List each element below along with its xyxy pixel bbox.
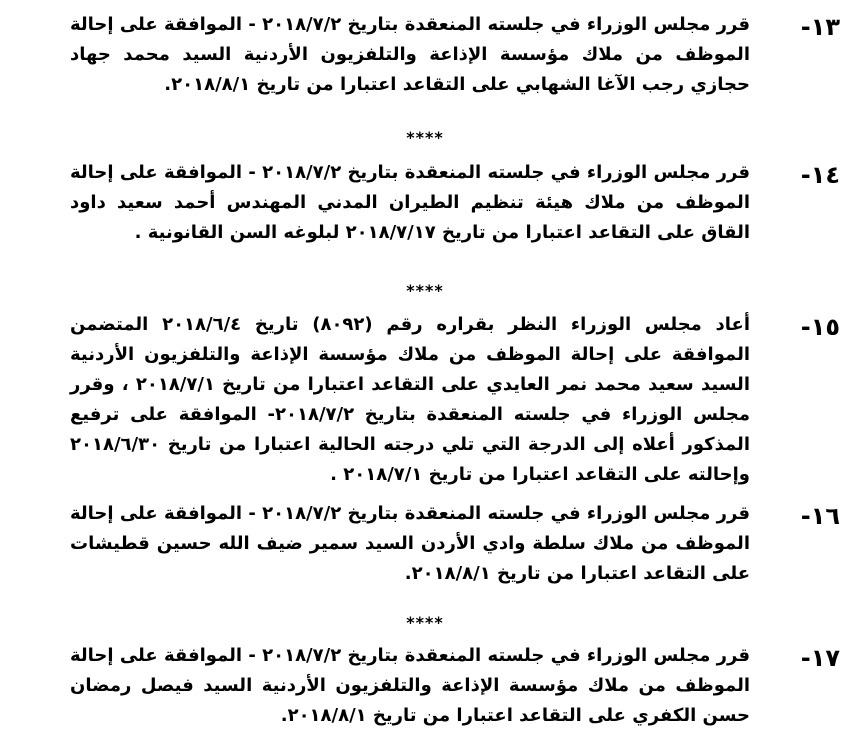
separator-stars: **** xyxy=(406,128,444,147)
item-text: قرر مجلس الوزراء في جلسته المنعقدة بتاريخ ٢٠١٨/٧/٢ - الموافقة على إحالة الموظف من ملاك هيئة تنظيم الطيران المدني المهندس أحمد سعيد داود القاق على التقاعد اعتبارا من تاريخ ٢٠١٨/٧/١٧ لبلوغه السن القانونية . xyxy=(70,162,750,243)
decision-item-16 xyxy=(0,499,850,599)
item-text: قرر مجلس الوزراء في جلسته المنعقدة بتاريخ ٢٠١٨/٧/٢ - الموافقة على إحالة الموظف من ملاك مؤسسة الإذاعة والتلفزيون الأردنية السيد فيصل رمضان حسن الكفري على التقاعد اعتبارا من تاريخ ٢٠١٨/٨/١. xyxy=(70,645,750,726)
item-text: أعاد مجلس الوزراء النظر بقراره رقم (٨٠٩٢) تاريخ ٢٠١٨/٦/٤ المتضمن الموافقة على إحالة الموظف من ملاك مؤسسة الإذاعة والتلفزيون الأردنية السيد سعيد محمد نمر العايدي على التقاعد اعتبارا من تاريخ ٢٠١٨/٧/١ ، وقرر مجلس الوزراء في جلسته المنعقدة بتاريخ ٢٠١٨/٧/٢- الموافقة على ترفيع المذكور أعلاه إلى الدرجة التي تلي درجته الحالية اعتبارا من تاريخ ٢٠١٨/٦/٣٠ وإحالته على التقاعد اعتبارا من تاريخ ٢٠١٨/٧/١ . xyxy=(70,314,750,485)
decision-item-14 xyxy=(0,158,850,258)
item-number: ١٥- xyxy=(800,313,840,341)
separator-stars: **** xyxy=(406,281,444,300)
item-text: قرر مجلس الوزراء في جلسته المنعقدة بتاريخ ٢٠١٨/٧/٢ - الموافقة على إحالة الموظف من ملاك سلطة وادي الأردن السيد سمير ضيف الله حسين قطيشات على التقاعد اعتبارا من تاريخ ٢٠١٨/٨/١. xyxy=(70,503,750,584)
item-number: ١٤- xyxy=(800,161,840,189)
item-number: ١٧- xyxy=(800,644,840,672)
decision-item-17 xyxy=(0,641,850,741)
separator-stars: **** xyxy=(406,613,444,632)
item-number: ١٣- xyxy=(800,13,840,41)
item-number: ١٦- xyxy=(800,502,840,530)
decision-item-15 xyxy=(0,310,850,485)
decision-item-13 xyxy=(0,10,850,110)
item-text: قرر مجلس الوزراء في جلسته المنعقدة بتاريخ ٢٠١٨/٧/٢ - الموافقة على إحالة الموظف من ملاك مؤسسة الإذاعة والتلفزيون الأردنية السيد محمد جهاد حجازي رجب الآغا الشهابي على التقاعد اعتبارا من تاريخ ٢٠١٨/٨/١. xyxy=(70,14,750,95)
